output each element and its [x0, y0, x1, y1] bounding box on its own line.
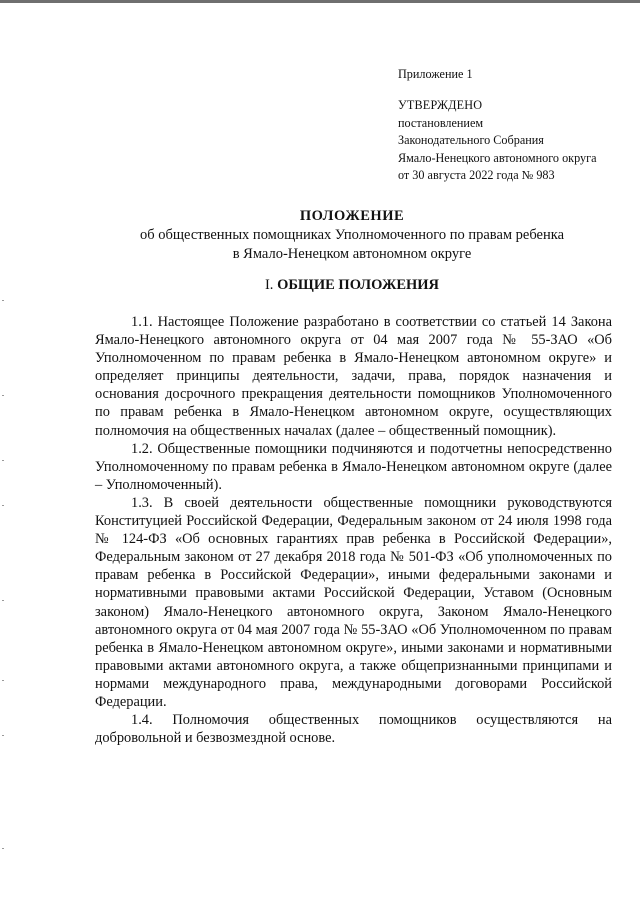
document-subtitle-line: об общественных помощниках Уполномоченного по правам ребенка — [139, 227, 565, 243]
paragraph: 1.2. Общественные помощники подчиняются и подотчетны непосредственно Уполномоченному по правам ребенка в Ямало-Ненецком автономном округе (далее – Уполномоченный). — [95, 440, 612, 493]
approval-line: от 30 августа 2022 года № 983 — [398, 168, 555, 183]
approval-line: Ямало-Ненецкого автономного округа — [398, 150, 597, 165]
section-heading — [96, 276, 608, 295]
document-subtitle-line: в Ямало-Ненецком автономном округе — [232, 246, 472, 262]
paragraph: 1.1. Настоящее Положение разработано в соответствии со статьей 14 Закона Ямало-Ненецкого автономного округа от 04 мая 2007 года № 55-ЗАО «Об Уполномоченном по правам ребенка в Ямало-Ненецком автономном округе» и определяет принципы деятельности, задачи, права, порядок назначения и основания досрочного прекращения деятельности помощников Уполномоченного по правам ребенка в Ямало-Ненецком автономном округе, осуществляющих полномочия на общественных началах (далее – общественный помощник). — [95, 314, 612, 439]
document-title-block — [96, 207, 608, 264]
approval-block — [398, 66, 634, 184]
document-title: ПОЛОЖЕНИЕ — [299, 208, 405, 224]
paragraph: 1.3. В своей деятельности общественные помощники руководствуются Конституцией Российской Федерации, Федеральным законом от 24 июля 1998 года № 124-ФЗ «Об основных гарантиях прав ребенка в Российской Федерации», Федеральным законом от 27 декабря 2018 года № 501-ФЗ «Об уполномоченных по правам ребенка в Российской Федерации», иными федеральными законами и нормативными правовыми актами Российской Федерации, Уставом (Основным законом) Ямало-Ненецкого автономного округа, Законом Ямало-Ненецкого автономного округа от 04 мая 2007 года № 55-ЗАО «Об Уполномоченном по правам ребенка в Ямало-Ненецком автономном округе», иными законами и нормативными правовыми актами автономного округа, а также общепризнанными принципами и нормами международного права, международными договорами Российской Федерации. — [95, 494, 612, 710]
approval-line: Законодательного Собрания — [398, 133, 544, 148]
paragraph: 1.4. Полномочия общественных помощников осуществляются на добровольной и безвозмездной основе. — [95, 712, 612, 747]
section-name: ОБЩИЕ ПОЛОЖЕНИЯ — [277, 277, 440, 293]
document-body — [95, 313, 612, 747]
section-number: I. — [264, 277, 274, 293]
appendix-label: Приложение 1 — [398, 67, 473, 81]
approved-stamp-text: УТВЕРЖДЕНО — [398, 98, 483, 113]
approval-line: постановлением — [398, 115, 484, 130]
page-top-border — [0, 0, 640, 3]
